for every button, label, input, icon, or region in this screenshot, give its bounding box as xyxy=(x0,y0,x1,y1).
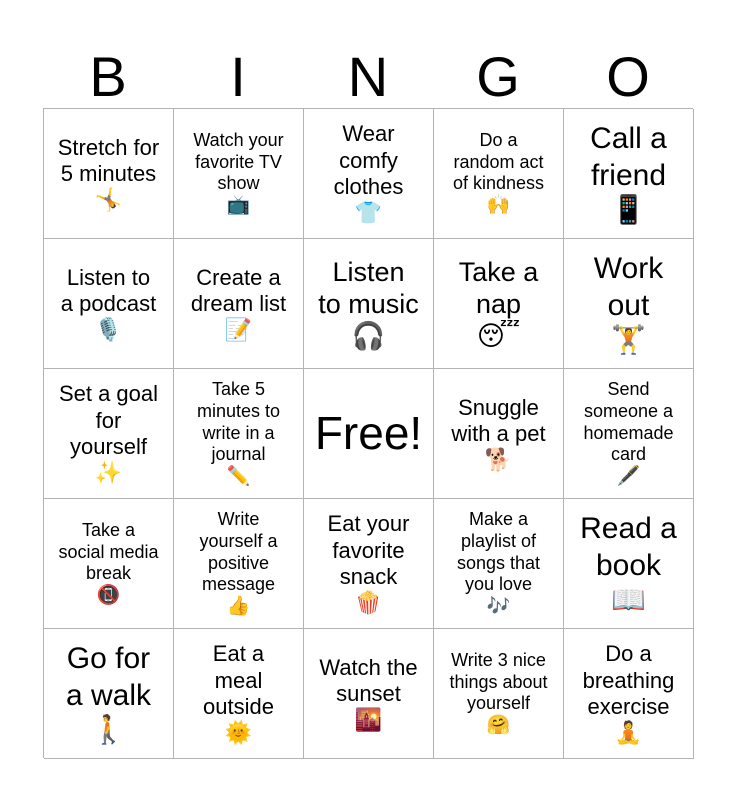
header-letter-i: I xyxy=(230,45,246,108)
bingo-board xyxy=(43,108,693,758)
bingo-cell-meal-outside[interactable] xyxy=(174,629,304,759)
cell-label: Do a random act of kindness xyxy=(452,130,545,194)
bingo-cell-nice-things[interactable] xyxy=(434,629,564,759)
bingo-cell-walk[interactable] xyxy=(44,629,174,759)
cell-label: Read a book xyxy=(580,512,677,582)
header-letter-g: G xyxy=(476,45,520,108)
t-shirt-icon: 👕 xyxy=(354,200,383,226)
bingo-header xyxy=(43,42,693,108)
cell-label: Eat your favorite snack xyxy=(327,511,410,590)
bingo-cell-pet[interactable] xyxy=(434,369,564,499)
pencil-icon: ✏️ xyxy=(226,465,251,487)
walking-person-icon: 🚶 xyxy=(91,714,126,746)
open-book-icon: 📖 xyxy=(611,584,646,616)
bingo-cell-read-book[interactable] xyxy=(564,499,694,629)
cell-label: Stretch for 5 minutes xyxy=(57,134,160,186)
cell-label: Take 5 minutes to write in a journal xyxy=(196,379,281,465)
cell-label: Watch the sunset xyxy=(319,654,418,706)
no-mobile-phones-icon: 📵 xyxy=(96,584,121,606)
cell-label: Send someone a homemade card xyxy=(583,379,674,465)
cell-label: Work out xyxy=(593,252,664,322)
hugging-face-icon: 🤗 xyxy=(486,714,511,736)
header-letter-o: O xyxy=(606,45,650,108)
lotus-position-icon: 🧘 xyxy=(614,720,643,746)
cell-label: Listen to a podcast xyxy=(60,264,157,316)
microphone-icon: 🎙️ xyxy=(94,317,123,343)
cell-label: Eat a meal outside xyxy=(203,641,274,720)
bingo-cell-stretch[interactable] xyxy=(44,109,174,239)
cell-label: Call a friend xyxy=(590,122,667,192)
dog-icon: 🐕 xyxy=(484,447,513,473)
raised-hands-icon: 🙌 xyxy=(486,194,511,216)
thumbs-up-icon: 👍 xyxy=(226,595,251,617)
bingo-cell-sunset[interactable] xyxy=(304,629,434,759)
free-space-label: Free! xyxy=(314,406,423,459)
cell-label: Create a dream list xyxy=(190,264,287,316)
bingo-cell-goal[interactable] xyxy=(44,369,174,499)
bingo-cell-journal[interactable] xyxy=(174,369,304,499)
sparkles-icon: ✨ xyxy=(94,460,123,486)
bingo-cell-homemade-card[interactable] xyxy=(564,369,694,499)
sun-with-face-icon: 🌞 xyxy=(224,720,253,746)
header-letter-n: N xyxy=(347,45,389,108)
cell-label: Write yourself a positive message xyxy=(199,509,278,595)
musical-notes-icon: 🎶 xyxy=(486,595,511,617)
bingo-cell-comfy-clothes[interactable] xyxy=(304,109,434,239)
bingo-cell-music[interactable] xyxy=(304,239,434,369)
cell-label: Take a social media break xyxy=(58,520,159,584)
bingo-cell-call-friend[interactable] xyxy=(564,109,694,239)
cell-label: Write 3 nice things about yourself xyxy=(449,650,548,714)
header-letter-b: B xyxy=(89,45,127,108)
bingo-cell-positive-message[interactable] xyxy=(174,499,304,629)
cell-label: Make a playlist of songs that you love xyxy=(456,509,541,595)
cell-label: Do a breathing exercise xyxy=(582,641,675,720)
fountain-pen-icon: 🖋️ xyxy=(616,465,641,487)
bingo-cell-free[interactable] xyxy=(304,369,434,499)
mobile-phone-icon: 📱 xyxy=(611,194,646,226)
bingo-cell-dream-list[interactable] xyxy=(174,239,304,369)
bingo-cell-breathing[interactable] xyxy=(564,629,694,759)
bingo-cell-kindness[interactable] xyxy=(434,109,564,239)
city-sunset-icon: 🌇 xyxy=(354,707,383,733)
bingo-cell-playlist[interactable] xyxy=(434,499,564,629)
television-icon: 📺 xyxy=(226,194,251,216)
cell-label: Watch your favorite TV show xyxy=(193,130,284,194)
bingo-cell-nap[interactable] xyxy=(434,239,564,369)
cartwheel-icon: 🤸 xyxy=(94,187,123,213)
cell-label: Listen to music xyxy=(318,256,419,320)
bingo-cell-watch-tv[interactable] xyxy=(174,109,304,239)
bingo-cell-podcast[interactable] xyxy=(44,239,174,369)
popcorn-icon: 🍿 xyxy=(354,590,383,616)
sleeping-face-icon: 😴 xyxy=(476,320,521,351)
bingo-cell-snack[interactable] xyxy=(304,499,434,629)
cell-label: Go for a walk xyxy=(65,642,152,712)
memo-icon: 📝 xyxy=(224,317,253,343)
cell-label: Set a goal for yourself xyxy=(58,381,159,460)
cell-label: Snuggle with a pet xyxy=(451,394,546,446)
cell-label: Wear comfy clothes xyxy=(333,121,404,200)
cell-label: Take a nap xyxy=(458,256,539,320)
headphones-icon: 🎧 xyxy=(351,320,386,351)
weightlifter-icon: 🏋️ xyxy=(611,324,646,356)
bingo-cell-social-media-break[interactable] xyxy=(44,499,174,629)
bingo-cell-work-out[interactable] xyxy=(564,239,694,369)
